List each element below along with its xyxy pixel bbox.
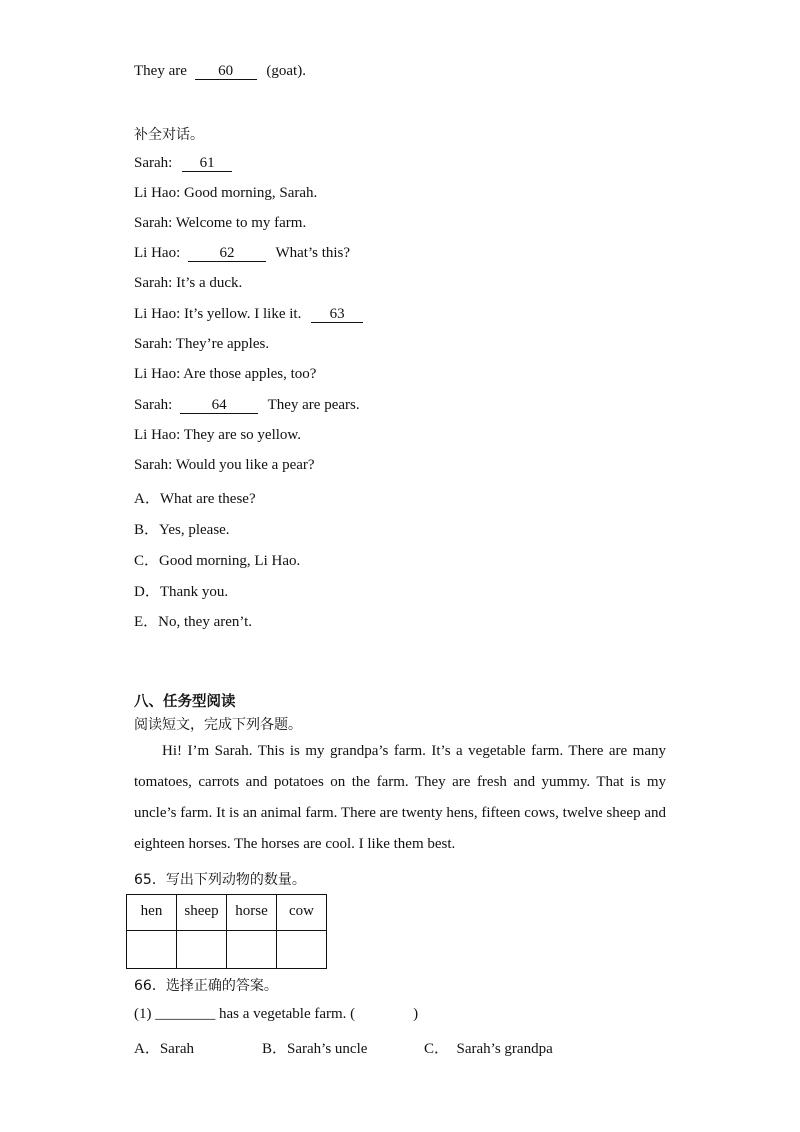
blank-63[interactable] (311, 307, 363, 323)
blank-62[interactable] (188, 246, 266, 262)
dialogue-line: Li Hao: They are so yellow. (134, 427, 302, 443)
q60-blank[interactable] (195, 64, 257, 80)
q66-1-option-b: B．Sarah’s uncle (262, 1041, 368, 1057)
section-title: 八、任务型阅读 (134, 694, 236, 710)
q66-1-stem (134, 1006, 418, 1023)
dialogue-speaker: Li Hao: (134, 245, 181, 261)
dialogue-line: Sarah: Welcome to my farm. (134, 215, 307, 231)
header-horse: horse (227, 895, 277, 931)
passage-text: Hi! I’m Sarah. This is my grandpa’s farm. It’s a vegetable farm. There are many tomatoes, carrots and potatoes on the farm. They are fresh and yummy. That is my uncle’s farm. It is an animal farm. There are twenty hens, fifteen cows, twelve sheep and eighteen horses. The horses are cool. I like them best. (134, 743, 666, 852)
blank-number: 62 (219, 245, 235, 261)
q66-prompt: 66．选择正确的答案。 (134, 978, 278, 994)
dialogue-instruction: 补全对话。 (134, 127, 204, 143)
answer-cell-hen[interactable] (127, 931, 177, 969)
dialogue-speaker: Sarah: (134, 155, 173, 171)
dialogue-line (134, 306, 363, 323)
dialogue-after: They are pears. (267, 397, 360, 413)
table-answer-row (127, 931, 327, 969)
dialogue-line (134, 155, 232, 172)
q60-blank-number: 60 (218, 63, 234, 79)
dialogue-line (134, 397, 360, 414)
q66-1-close-paren: ) (413, 1006, 419, 1022)
q60-prefix: They are (134, 63, 187, 79)
dialogue-speaker: Li Hao: It’s yellow. I like it. (134, 306, 302, 322)
answer-cell-cow[interactable] (277, 931, 327, 969)
option-d: D．Thank you. (134, 584, 229, 600)
q66-1-option-c: C． Sarah’s grandpa (424, 1041, 553, 1057)
header-hen: hen (127, 895, 177, 931)
dialogue-after: What’s this? (275, 245, 351, 261)
q65-prompt: 65．写出下列动物的数量。 (134, 872, 306, 888)
animal-count-table (126, 894, 327, 969)
blank-64[interactable] (180, 398, 258, 414)
blank-number: 63 (329, 306, 345, 322)
dialogue-line: Li Hao: Are those apples, too? (134, 366, 317, 382)
q60-suffix: (goat). (266, 63, 306, 79)
q66-1-stem-text: (1) ________ has a vegetable farm. ( (134, 1006, 356, 1022)
section-instruction: 阅读短文，完成下列各题。 (134, 717, 302, 733)
blank-number: 64 (211, 397, 227, 413)
blank-61[interactable] (182, 156, 232, 172)
dialogue-line: Sarah: It’s a duck. (134, 275, 243, 291)
option-b: B．Yes, please. (134, 522, 230, 538)
option-e: E．No, they aren’t. (134, 614, 253, 630)
dialogue-line: Sarah: They’re apples. (134, 336, 270, 352)
q60-line (134, 63, 306, 80)
table-header-row (127, 895, 327, 931)
dialogue-line: Li Hao: Good morning, Sarah. (134, 185, 318, 201)
blank-number: 61 (199, 155, 215, 171)
header-cow: cow (277, 895, 327, 931)
q66-1-option-a: A．Sarah (134, 1041, 194, 1057)
answer-cell-horse[interactable] (227, 931, 277, 969)
header-sheep: sheep (177, 895, 227, 931)
reading-passage (134, 736, 666, 860)
dialogue-line: Sarah: Would you like a pear? (134, 457, 315, 473)
answer-cell-sheep[interactable] (177, 931, 227, 969)
dialogue-speaker: Sarah: (134, 397, 173, 413)
dialogue-line (134, 245, 350, 262)
option-a: A．What are these? (134, 491, 256, 507)
option-c: C．Good morning, Li Hao. (134, 553, 301, 569)
